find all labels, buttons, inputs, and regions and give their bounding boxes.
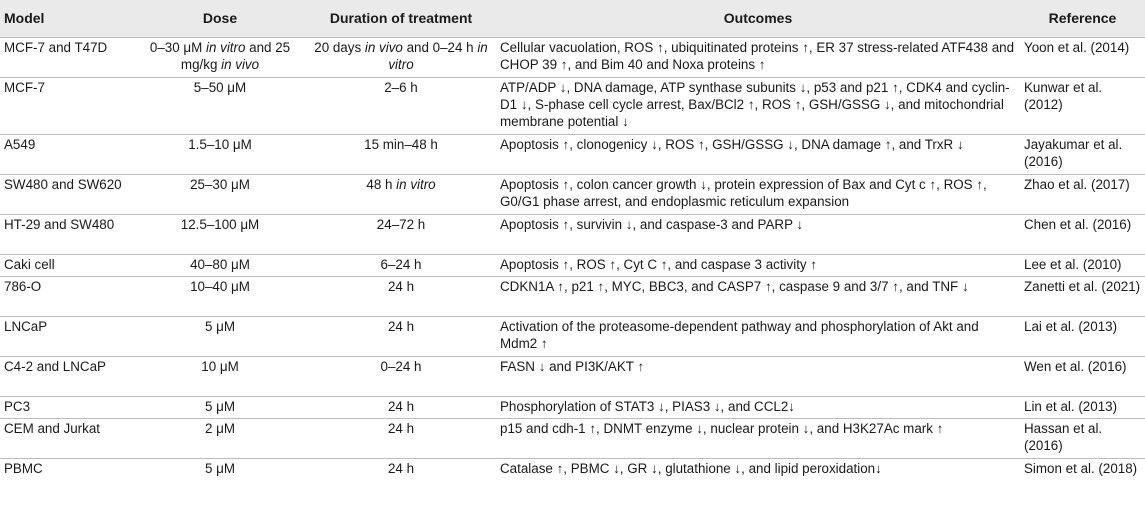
cell-duration	[306, 276, 496, 316]
cell-outcomes: Apoptosis ↑, clonogenicy ↓, ROS ↑, GSH/GSSG ↓, DNA damage ↑, and TrxR ↓	[500, 136, 964, 152]
cell-dose	[134, 214, 306, 254]
cell-dose	[134, 254, 306, 276]
dose-text: 5 μM	[204, 318, 236, 334]
cell-duration	[306, 37, 496, 77]
duration-text: 24 h	[387, 318, 415, 334]
duration-text: 24 h	[387, 460, 415, 476]
duration-text: in vivo	[364, 39, 403, 55]
table-row	[0, 458, 1145, 478]
cell-reference: Lai et al. (2013)	[1024, 318, 1118, 334]
duration-text: 6–24 h	[380, 256, 422, 272]
cell-outcomes: ATP/ADP ↓, DNA damage, ATP synthase subunits ↓, p53 and p21 ↑, CDK4 and cyclin-D1 ↓, S-phase cell cycle arrest, Bax/BCl2 ↑, ROS ↑, GSH/GSSG ↓, and mitochondrial membrane potential ↓	[500, 79, 1010, 129]
dose-text: in vivo	[221, 56, 260, 72]
table-row	[0, 396, 1145, 418]
cell-reference: Zanetti et al. (2021)	[1024, 278, 1141, 294]
table-body	[0, 37, 1145, 478]
cell-duration	[306, 418, 496, 458]
duration-text: in vitro	[388, 39, 488, 72]
duration-text: in vitro	[396, 176, 436, 192]
table-row	[0, 316, 1145, 356]
duration-text: 24 h	[387, 278, 415, 294]
cell-dose	[134, 37, 306, 77]
cell-model: 786-O	[4, 278, 42, 294]
table-row	[0, 254, 1145, 276]
cell-dose	[134, 276, 306, 316]
cell-outcomes: Apoptosis ↑, ROS ↑, Cyt C ↑, and caspase 3 activity ↑	[500, 256, 818, 272]
cell-outcomes: p15 and cdh-1 ↑, DNMT enzyme ↓, nuclear protein ↓, and H3K27Ac mark ↑	[500, 420, 944, 436]
table-row	[0, 276, 1145, 316]
cell-outcomes: Apoptosis ↑, colon cancer growth ↓, protein expression of Bax and Cyt c ↑, ROS ↑, G0/G1 phase arrest, and endoplasmic reticulum expansion	[500, 176, 987, 209]
cell-model: LNCaP	[4, 318, 48, 334]
dose-text: 10–40 μM	[190, 278, 250, 294]
cell-outcomes: Activation of the proteasome-dependent pathway and phosphorylation of Akt and Mdm2 ↑	[500, 318, 979, 351]
duration-text: 15 min–48 h	[364, 136, 438, 152]
table-row	[0, 37, 1145, 77]
cell-dose	[134, 316, 306, 356]
duration-text: 24 h	[387, 398, 415, 414]
dose-text: 1.5–10 μM	[188, 136, 252, 152]
table-row	[0, 134, 1145, 174]
cell-outcomes: Catalase ↑, PBMC ↓, GR ↓, glutathione ↓, and lipid peroxidation↓	[500, 460, 882, 476]
cell-outcomes: Apoptosis ↑, survivin ↓, and caspase-3 and PARP ↓	[500, 216, 804, 232]
cell-dose	[134, 134, 306, 174]
table-row	[0, 77, 1145, 134]
cell-model: PC3	[4, 398, 31, 414]
cell-reference: Chen et al. (2016)	[1024, 216, 1132, 232]
duration-text: 0–24 h	[380, 358, 422, 374]
header-duration: Duration of treatment	[329, 9, 473, 26]
cell-reference: Simon et al. (2018)	[1024, 460, 1138, 476]
header-outcomes: Outcomes	[723, 9, 793, 26]
dose-text: 40–80 μM	[190, 256, 250, 272]
duration-text: and 0–24 h	[402, 39, 478, 55]
cell-duration	[306, 396, 496, 418]
cell-model: MCF-7 and T47D	[4, 39, 108, 55]
cell-reference: Hassan et al. (2016)	[1024, 420, 1103, 453]
cell-reference: Kunwar et al. (2012)	[1024, 79, 1103, 112]
cell-model: CEM and Jurkat	[4, 420, 101, 436]
dose-text: in vitro	[205, 39, 246, 55]
cell-duration	[306, 458, 496, 478]
duration-text: 48 h	[366, 176, 397, 192]
table-row	[0, 214, 1145, 254]
table-row	[0, 174, 1145, 214]
dose-text: 10 μM	[201, 358, 239, 374]
cell-duration	[306, 214, 496, 254]
cell-duration	[306, 77, 496, 134]
cell-reference: Lee et al. (2010)	[1024, 256, 1122, 272]
cell-dose	[134, 77, 306, 134]
header-row	[0, 0, 1145, 37]
header-model: Model	[4, 9, 45, 26]
cell-outcomes: FASN ↓ and PI3K/AKT ↑	[500, 358, 645, 374]
dose-text: 5 μM	[204, 460, 236, 476]
dose-text: 12.5–100 μM	[180, 216, 260, 232]
cell-model: PBMC	[4, 460, 43, 476]
cell-reference: Wen et al. (2016)	[1024, 358, 1127, 374]
cell-reference: Zhao et al. (2017)	[1024, 176, 1130, 192]
cell-reference: Yoon et al. (2014)	[1024, 39, 1130, 55]
cell-outcomes: Cellular vacuolation, ROS ↑, ubiquitinated proteins ↑, ER 37 stress-related ATF438 and CHOP 39 ↑, and Bim 40 and Noxa proteins ↑	[500, 39, 1015, 72]
cell-model: Caki cell	[4, 256, 55, 272]
cell-dose	[134, 174, 306, 214]
header-reference: Reference	[1048, 9, 1117, 26]
cell-duration	[306, 356, 496, 396]
dose-text: 5 μM	[204, 398, 236, 414]
cell-reference: Jayakumar et al. (2016)	[1024, 136, 1123, 169]
table-row	[0, 356, 1145, 396]
dose-text: 5–50 μM	[193, 79, 247, 95]
cell-model: MCF-7	[4, 79, 45, 95]
cell-dose	[134, 356, 306, 396]
duration-text: 24 h	[387, 420, 415, 436]
cell-outcomes: CDKN1A ↑, p21 ↑, MYC, BBC3, and CASP7 ↑, caspase 9 and 3/7 ↑, and TNF ↓	[500, 278, 969, 294]
dose-text: 25–30 μM	[190, 176, 250, 192]
cell-reference: Lin et al. (2013)	[1024, 398, 1118, 414]
cell-dose	[134, 458, 306, 478]
cell-duration	[306, 254, 496, 276]
header-dose: Dose	[202, 9, 238, 26]
dose-text: 2 μM	[204, 420, 236, 436]
cell-dose	[134, 418, 306, 458]
dose-text: and 25 mg/kg	[180, 39, 291, 72]
table-row	[0, 418, 1145, 458]
cell-model: A549	[4, 136, 36, 152]
cell-model: C4-2 and LNCaP	[4, 358, 106, 374]
duration-text: 20 days	[314, 39, 365, 55]
cell-duration	[306, 174, 496, 214]
cell-model: SW480 and SW620	[4, 176, 122, 192]
dose-text: 0–30 μM	[149, 39, 206, 55]
cell-outcomes: Phosphorylation of STAT3 ↓, PIAS3 ↓, and CCL2↓	[500, 398, 795, 414]
duration-text: 2–6 h	[384, 79, 418, 95]
cell-duration	[306, 134, 496, 174]
cell-duration	[306, 316, 496, 356]
cell-dose	[134, 396, 306, 418]
cell-model: HT-29 and SW480	[4, 216, 115, 232]
duration-text: 24–72 h	[376, 216, 426, 232]
